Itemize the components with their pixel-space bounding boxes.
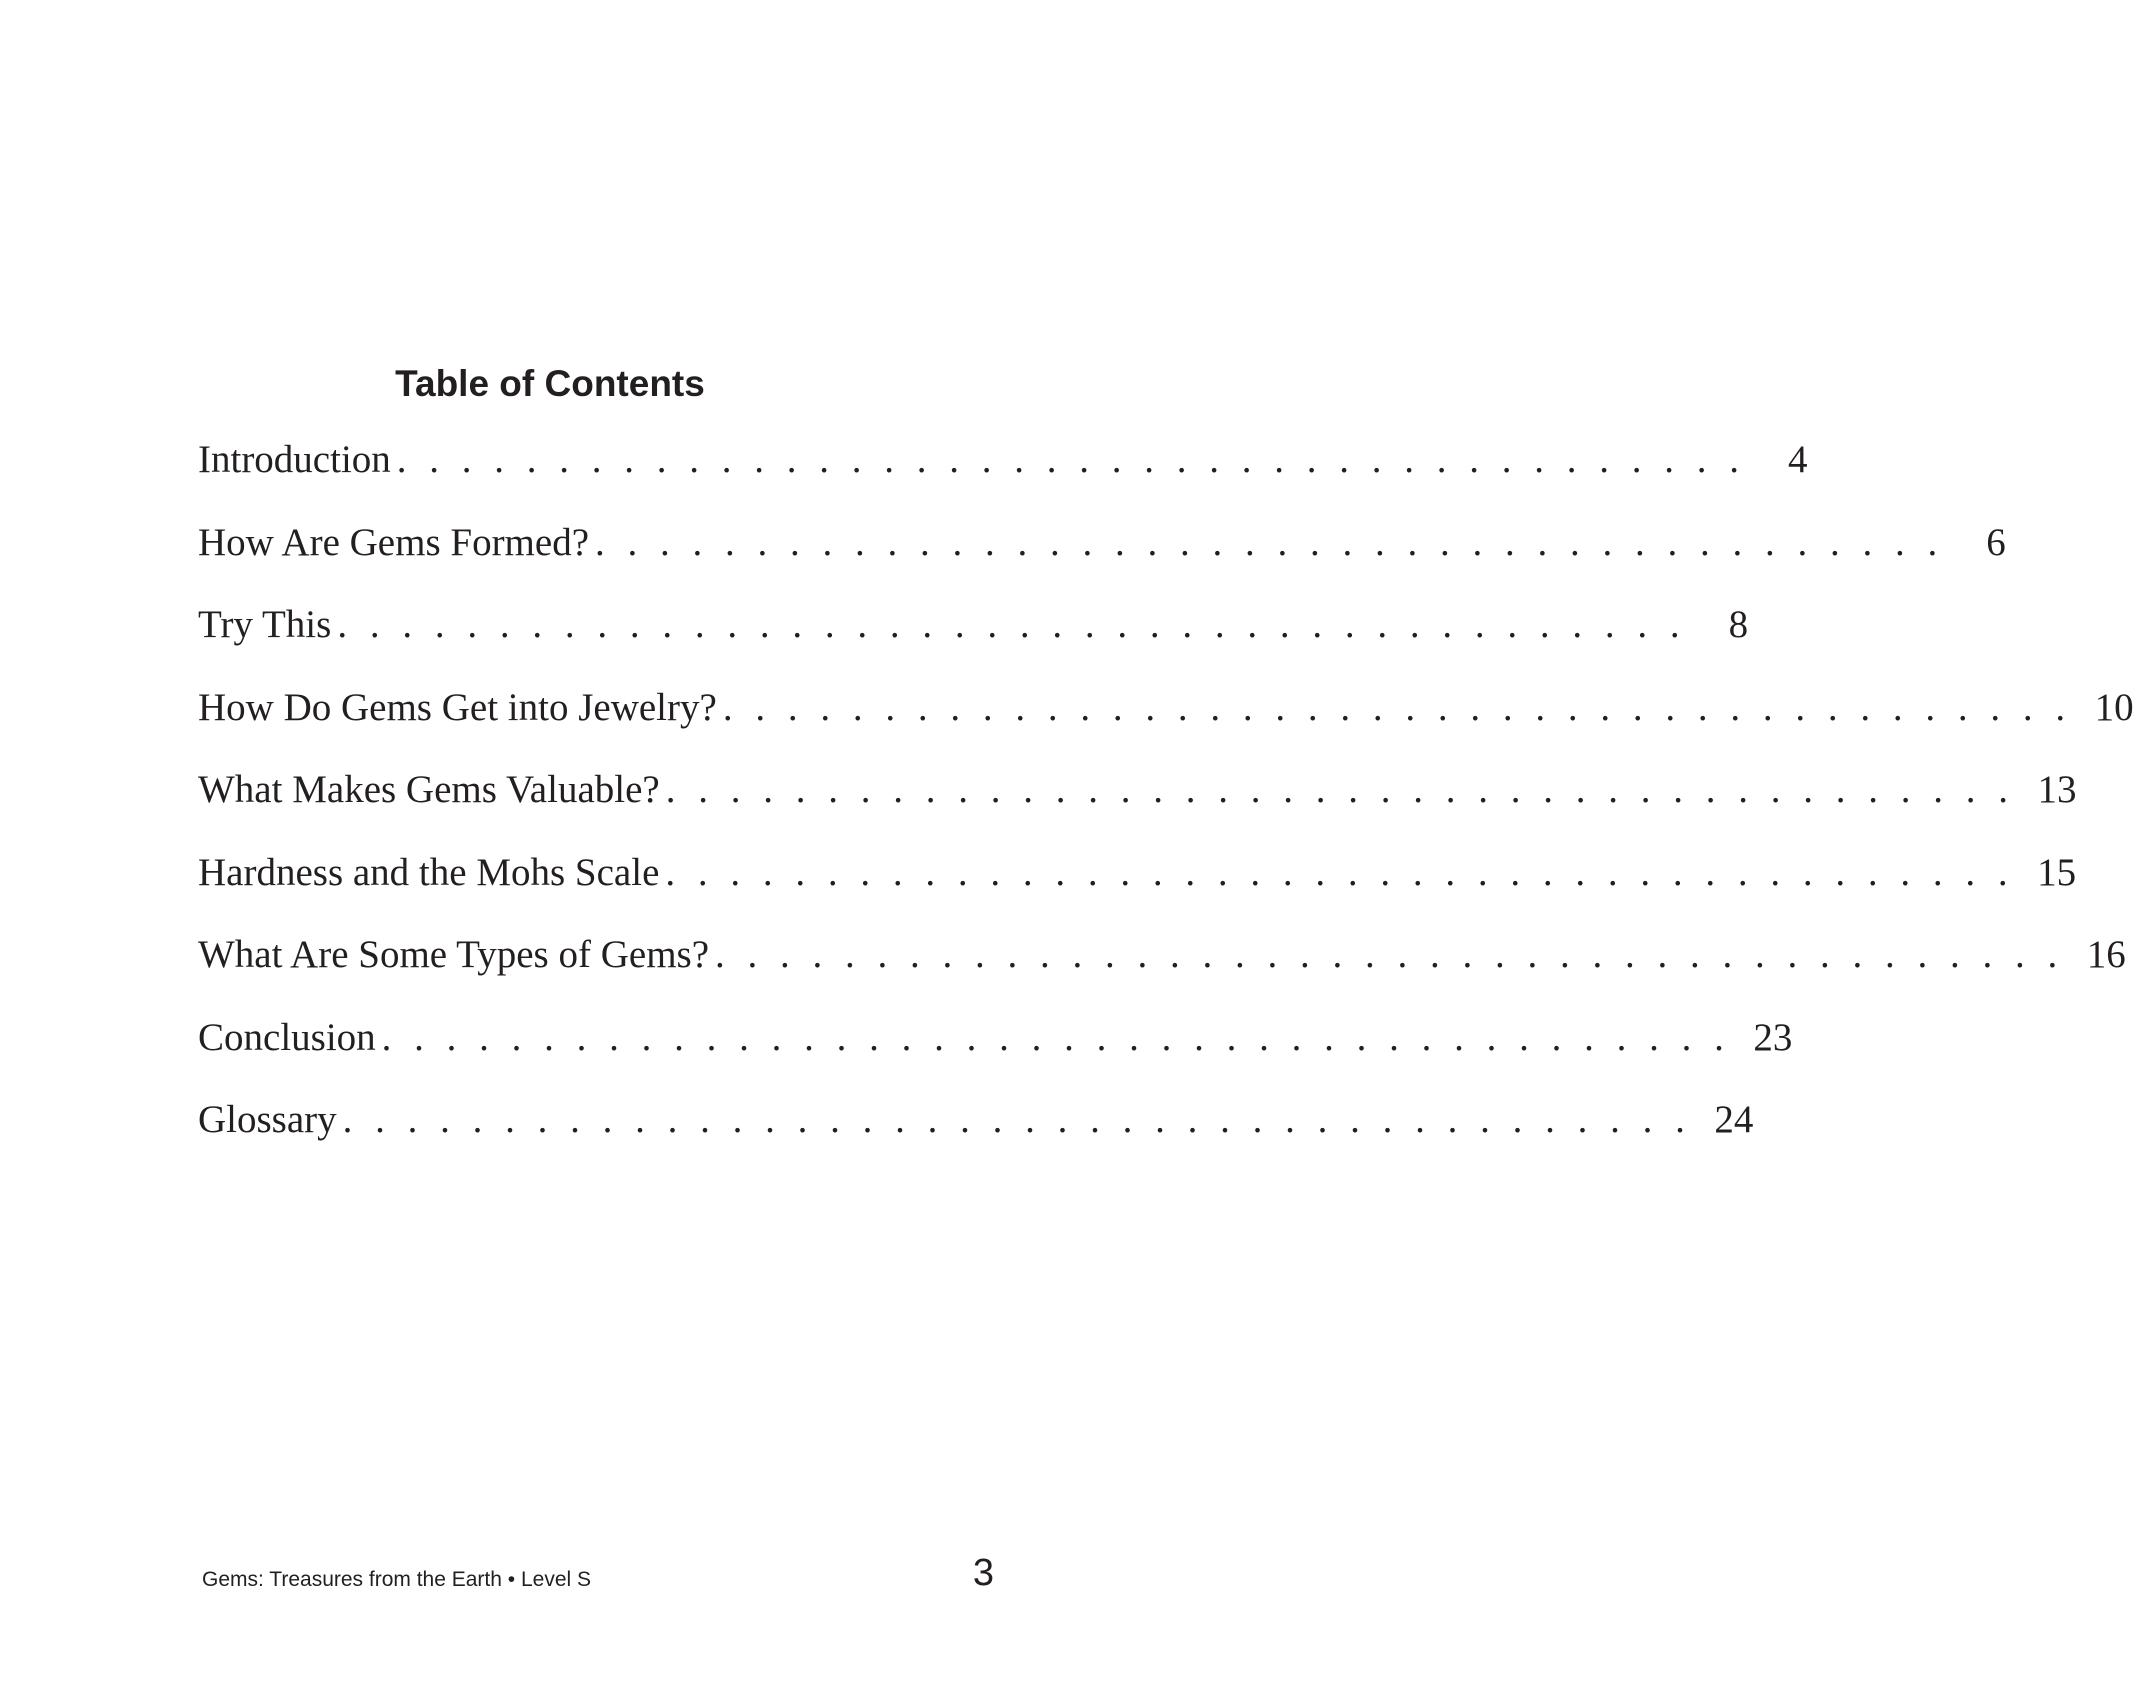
- dot-leader: . . . . . . . . . . . . . . . . . . . . . . . . . . . . . . . . . . . . . . . . . .: [665, 768, 2015, 811]
- page-title: Table of Contents: [395, 363, 705, 404]
- dot-leader: . . . . . . . . . . . . . . . . . . . . . . . . . . . . . . . . . . . . . . . . . .: [396, 438, 1746, 481]
- toc-entry-page: 8: [1728, 603, 1749, 646]
- toc-entry-page: 24: [1714, 1098, 1754, 1141]
- toc-entry-page: 16: [2086, 933, 2126, 976]
- dot-leader: . . . . . . . . . . . . . . . . . . . . . . . . . . . . . . . . . . . . . . . . . .: [381, 1015, 1731, 1059]
- toc-entry-label: How Do Gems Get into Jewelry?: [198, 680, 723, 736]
- footer-book-title: Gems: Treasures from the Earth • Level S: [202, 1568, 592, 1591]
- toc-entry-label: How Are Gems Formed?: [198, 515, 595, 571]
- toc-entry-introduction[interactable]: [198, 432, 1808, 515]
- toc-entry-conclusion[interactable]: [198, 1010, 1793, 1093]
- toc-entry-page: 4: [1788, 438, 1808, 481]
- toc-entry-page: 6: [1986, 520, 2006, 564]
- toc-entry-label: Introduction: [198, 432, 397, 488]
- toc-entry-types-of-gems[interactable]: [198, 927, 2126, 1010]
- dot-leader: . . . . . . . . . . . . . . . . . . . . . . . . . . . . . . . . . . . . . . . . . .: [715, 933, 2064, 976]
- toc-entry-glossary[interactable]: [198, 1092, 1754, 1175]
- dot-leader: . . . . . . . . . . . . . . . . . . . . . . . . . . . . . . . . . . . . . . . . . .: [337, 603, 1687, 646]
- dot-leader: . . . . . . . . . . . . . . . . . . . . . . . . . . . . . . . . . . . . . . . . . .: [595, 520, 1944, 564]
- dot-leader: . . . . . . . . . . . . . . . . . . . . . . . . . . . . . . . . . . . . . . . . . .: [665, 850, 2015, 894]
- toc-entry-page: 23: [1753, 1015, 1793, 1059]
- toc-entry-try-this[interactable]: [198, 597, 1749, 680]
- toc-entry-mohs-scale[interactable]: [198, 845, 2077, 928]
- dot-leader: . . . . . . . . . . . . . . . . . . . . . . . . . . . . . . . . . . . . . . . . . .: [342, 1098, 1692, 1141]
- toc-entry-label: What Are Some Types of Gems?: [198, 927, 715, 983]
- toc-entry-how-are-gems-formed[interactable]: [198, 515, 2006, 598]
- table-of-contents: [198, 432, 2134, 1175]
- toc-entry-label: Conclusion: [198, 1010, 382, 1066]
- toc-entry-gems-valuable[interactable]: [198, 762, 2077, 845]
- footer-page-number: 3: [972, 1552, 994, 1594]
- toc-entry-gems-into-jewelry[interactable]: [198, 680, 2134, 763]
- toc-entry-page: 13: [2037, 768, 2077, 811]
- dot-leader: . . . . . . . . . . . . . . . . . . . . . . . . . . . . . . . . . . . . . . . . . .: [722, 685, 2072, 729]
- toc-entry-page: 15: [2037, 850, 2077, 894]
- toc-entry-label: Try This: [198, 597, 337, 653]
- toc-entry-label: Hardness and the Mohs Scale: [198, 845, 665, 901]
- toc-entry-page: 10: [2094, 685, 2134, 729]
- toc-entry-label: What Makes Gems Valuable?: [198, 762, 666, 818]
- toc-entry-label: Glossary: [198, 1092, 343, 1148]
